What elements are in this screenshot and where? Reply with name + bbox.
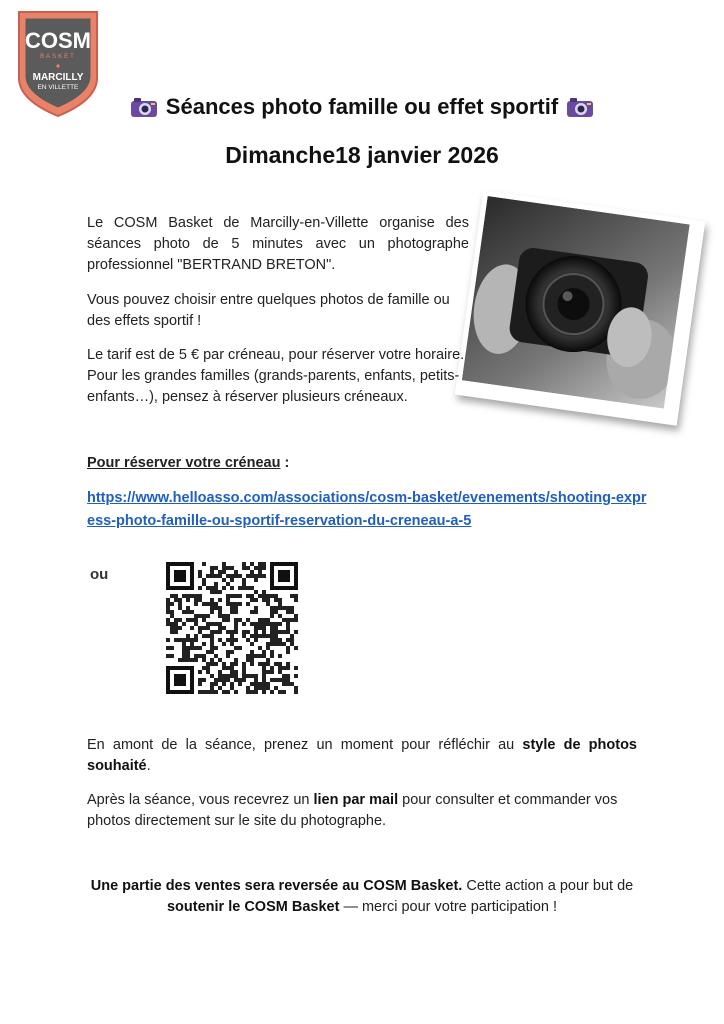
logo-city: MARCILLY <box>32 72 84 83</box>
style-pre: En amont de la séance, prenez un moment pour réfléchir au <box>87 737 523 753</box>
reservation-colon: : <box>280 455 290 471</box>
reservation-link[interactable]: https://www.helloasso.com/associations/cosm-basket/evenements/shooting-express-photo-famille-ou-sportif-reservation-du-creneau-a-5 <box>87 490 647 529</box>
support-bold2: soutenir le COSM Basket <box>166 899 340 915</box>
after-pre: Après la séance, vous recevrez un <box>87 792 314 808</box>
event-date: Dimanche18 janvier 2026 <box>225 142 499 168</box>
support-mid: Cette action a pour but de <box>462 878 634 894</box>
title-text: Séances photo famille ou effet sportif <box>165 94 559 119</box>
intro-paragraph: Le COSM Basket de Marcilly-en-Villette organise des séances photo de 5 minutes avec un photographe professionnel "BERTRAND BRETON". <box>87 215 469 273</box>
price-paragraph: Le tarif est de 5 € par créneau, pour réserver votre horaire. Pour les grandes familles (grands-parents, enfants, petits-enfants…), pensez à réserver plusieurs créneaux. <box>87 347 465 405</box>
style-bold: style de photos souhaité <box>87 737 637 774</box>
support-post: — merci pour votre participation ! <box>339 899 558 915</box>
after-post: pour consulter et commander vos photos directement sur le site du photographe. <box>87 792 618 829</box>
logo-name: COSM <box>25 28 91 53</box>
support-bold1: Une partie des ventes sera reversée au COSM Basket. <box>90 878 463 894</box>
style-paragraph <box>87 735 637 777</box>
camera-icon <box>130 96 158 126</box>
after-session-paragraph <box>87 790 642 832</box>
reservation-heading <box>87 455 289 471</box>
support-paragraph <box>70 876 654 918</box>
page-title <box>60 92 664 126</box>
style-post: . <box>146 758 151 774</box>
after-bold: lien par mail <box>313 792 399 808</box>
choice-paragraph: Vous pouvez choisir entre quelques photos de famille ou des effets sportif ! <box>87 292 450 329</box>
camera-icon <box>566 96 594 126</box>
logo-city2: EN VILLETTE <box>37 84 79 91</box>
logo-sub: BASKET <box>40 54 76 60</box>
reservation-label: Pour réserver votre créneau <box>87 455 281 471</box>
or-label: ou <box>90 566 109 583</box>
qr-code[interactable] <box>161 557 304 710</box>
